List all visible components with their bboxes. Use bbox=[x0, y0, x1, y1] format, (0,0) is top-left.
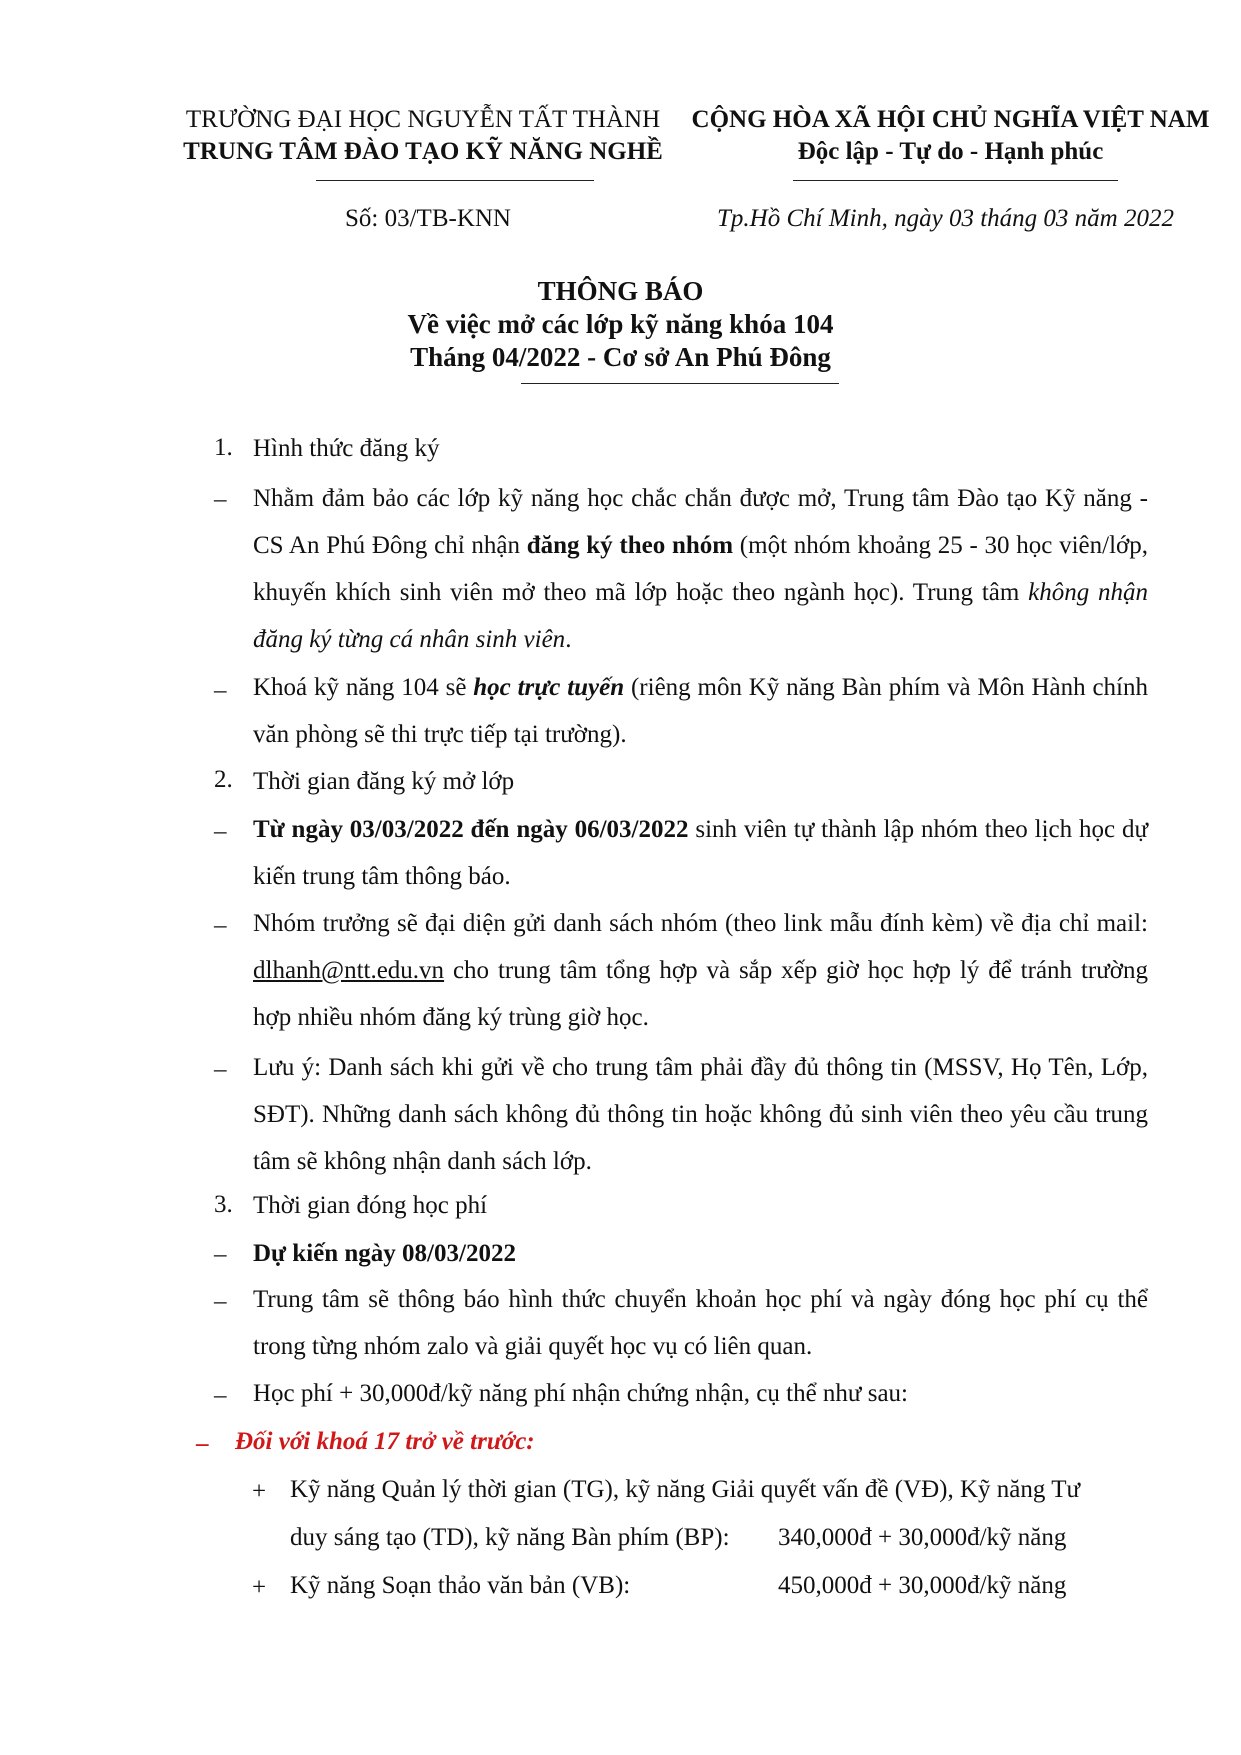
title-subject: Về việc mở các lớp kỹ năng khóa 104 bbox=[407, 309, 834, 339]
doc-number: Số: 03/TB-KNN bbox=[345, 205, 511, 232]
fee2-label: Kỹ năng Soạn thảo văn bản (VB): bbox=[290, 1572, 631, 1599]
header-right-line2: Độc lập - Tự do - Hạnh phúc bbox=[797, 138, 1104, 165]
section3-cohort-heading: Đối với khoá 17 trở về trước: bbox=[235, 1428, 535, 1455]
section3-paragraph3: Học phí + 30,000đ/kỹ năng phí nhận chứng nhận, cụ thể như sau: bbox=[253, 1380, 908, 1407]
dash-bullet: – bbox=[214, 1382, 227, 1409]
section2-paragraph1: Từ ngày 03/03/2022 đến ngày 06/03/2022 sinh viên tự thành lập nhóm theo lịch học dự kiến trung tâm thông báo. bbox=[253, 816, 1149, 890]
dash-bullet: – bbox=[214, 486, 227, 513]
dash-bullet: – bbox=[214, 677, 227, 704]
dash-bullet: – bbox=[214, 818, 227, 845]
dash-bullet: – bbox=[214, 1241, 227, 1268]
dash-bullet-red: – bbox=[196, 1430, 209, 1457]
dash-bullet: – bbox=[214, 912, 227, 939]
section3-number: 3. bbox=[214, 1191, 233, 1218]
section3-paragraph1: Dự kiến ngày 08/03/2022 bbox=[253, 1240, 516, 1267]
section2-paragraph2: Nhóm trưởng sẽ đại diện gửi danh sách nhóm (theo link mẫu đính kèm) về địa chỉ mail: dlhanh@ntt.edu.vn cho trung tâm tổng hợp và sắp xếp giờ học hợp lý để tránh trường hợp nhiều nhóm đăng ký trùng giờ học. bbox=[253, 910, 1148, 1031]
section3-heading: Thời gian đóng học phí bbox=[253, 1192, 488, 1219]
fee2-amount: 450,000đ + 30,000đ/kỹ năng bbox=[778, 1572, 1067, 1599]
header-left-line1: TRƯỜNG ĐẠI HỌC NGUYỄN TẤT THÀNH bbox=[185, 106, 661, 133]
plus-bullet: + bbox=[252, 1574, 267, 1601]
fee1-line1: Kỹ năng Quản lý thời gian (TG), kỹ năng Giải quyết vấn đề (VĐ), Kỹ năng Tư bbox=[290, 1476, 1081, 1503]
section1-heading: Hình thức đăng ký bbox=[253, 435, 440, 462]
section2-paragraph3: Lưu ý: Danh sách khi gửi về cho trung tâm phải đầy đủ thông tin (MSSV, Họ Tên, Lớp, SĐT). Những danh sách không đủ thông tin hoặc không đủ sinh viên theo yêu cầu trung tâm sẽ không nhận danh sách lớp. bbox=[253, 1054, 1148, 1175]
title-period: Tháng 04/2022 - Cơ sở An Phú Đông bbox=[410, 342, 831, 372]
place-date: Tp.Hồ Chí Minh, ngày 03 tháng 03 năm 2022 bbox=[717, 205, 1174, 232]
fee1-line2: duy sáng tạo (TD), kỹ năng Bàn phím (BP): bbox=[290, 1524, 730, 1551]
section2-heading: Thời gian đăng ký mở lớp bbox=[253, 768, 515, 795]
dash-bullet: – bbox=[214, 1288, 227, 1315]
title-rule bbox=[521, 383, 839, 384]
email-link[interactable]: dlhanh@ntt.edu.vn bbox=[253, 957, 445, 984]
dash-bullet: – bbox=[214, 1056, 227, 1083]
section1-paragraph1: Nhằm đảm bảo các lớp kỹ năng học chắc chắn được mở, Trung tâm Đào tạo Kỹ năng - CS An Phú Đông chỉ nhận đăng ký theo nhóm (một nhóm khoảng 25 - 30 học viên/lớp, khuyến khích sinh viên mở theo mã lớp hoặc theo ngành học). Trung tâm không nhận đăng ký từng cá nhân sinh viên. bbox=[253, 485, 1148, 653]
section2-number: 2. bbox=[214, 766, 233, 793]
header-right-rule bbox=[793, 180, 1118, 181]
section1-paragraph2: Khoá kỹ năng 104 sẽ học trực tuyến (riêng môn Kỹ năng Bàn phím và Môn Hành chính văn phòng sẽ thi trực tiếp tại trường). bbox=[253, 674, 1148, 748]
header-right-line1: CỘNG HÒA XÃ HỘI CHỦ NGHĨA VIỆT NAM bbox=[691, 106, 1210, 133]
section1-number: 1. bbox=[214, 434, 233, 461]
fee1-amount: 340,000đ + 30,000đ/kỹ năng bbox=[778, 1524, 1067, 1551]
section3-paragraph2: Trung tâm sẽ thông báo hình thức chuyển khoản học phí và ngày đóng học phí cụ thể trong từng nhóm zalo và giải quyết học vụ có liên quan. bbox=[253, 1286, 1148, 1360]
plus-bullet: + bbox=[252, 1478, 267, 1505]
header-left-rule bbox=[316, 180, 594, 181]
header-left-line2: TRUNG TÂM ĐÀO TẠO KỸ NĂNG NGHỀ bbox=[183, 138, 663, 165]
title-main: THÔNG BÁO bbox=[537, 276, 704, 306]
